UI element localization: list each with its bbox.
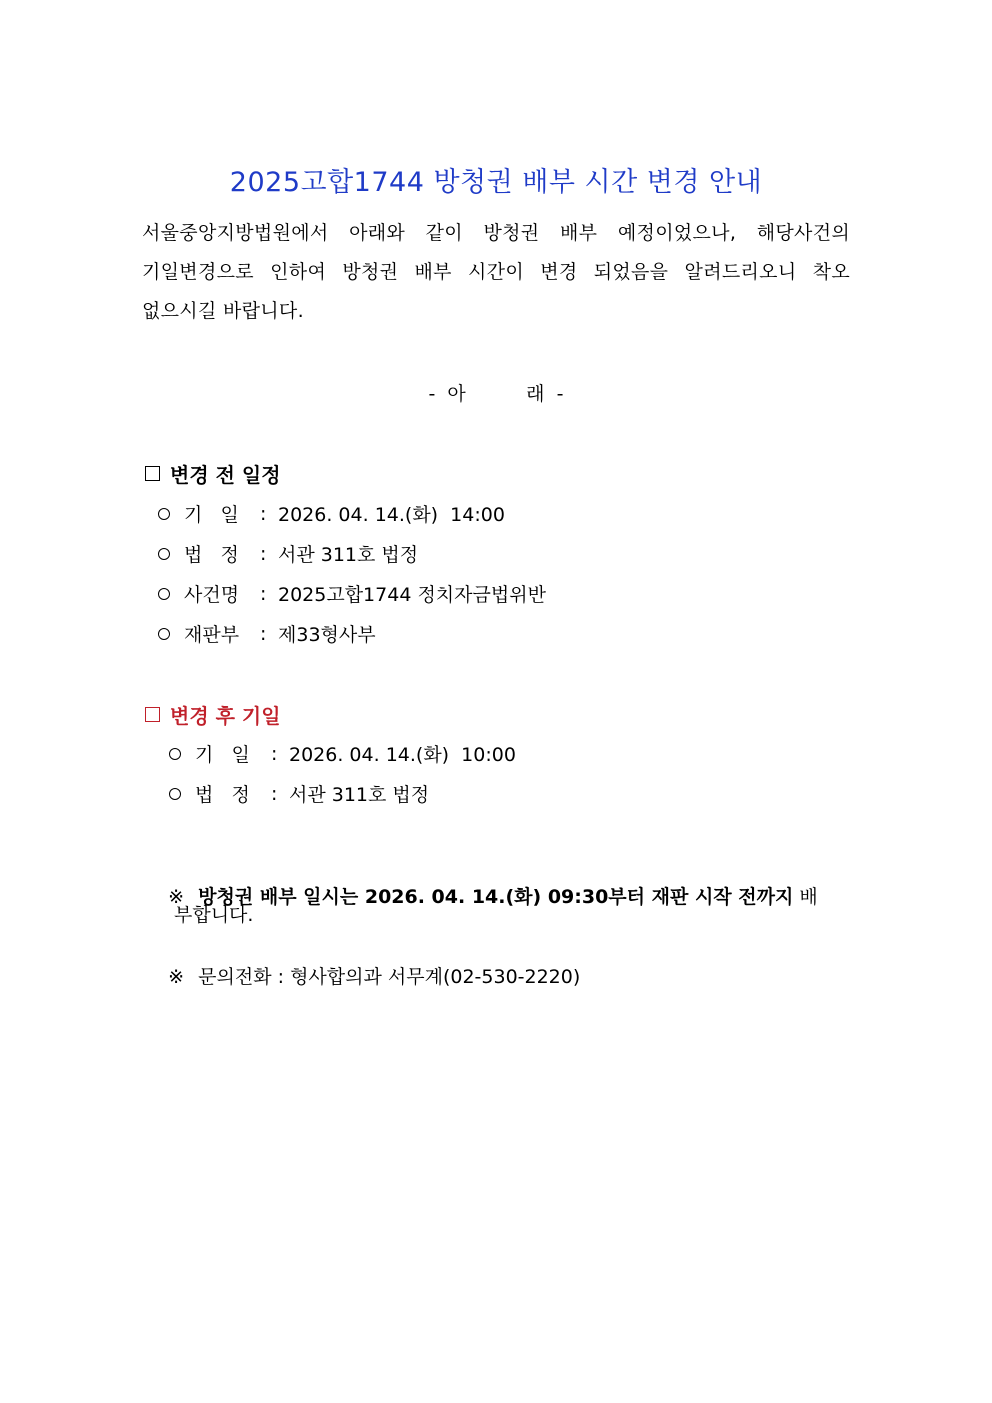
note-contact-text: 문의전화 : 형사합의과 서무계(02-530-2220)	[198, 966, 581, 988]
circle-bullet-icon	[169, 788, 181, 800]
checkbox-square-icon	[145, 707, 160, 722]
before-schedule-heading	[145, 459, 281, 488]
intro-line-3: 없으시길 바랍니다.	[142, 300, 304, 322]
after-item-date-sep: :	[271, 742, 278, 765]
after-item-court-label: 법 정	[195, 784, 250, 806]
before-item-division-label: 재판부	[184, 624, 240, 646]
before-item-court	[158, 540, 418, 567]
before-schedule-heading-label: 변경 전 일정	[170, 463, 281, 487]
before-item-date-value: 2026. 04. 14.(화) 14:00	[278, 504, 505, 526]
before-item-court-label: 법 정	[184, 544, 239, 566]
before-item-date	[158, 500, 505, 527]
note-contact	[144, 940, 580, 1011]
section-divider-heading: - 아 래 -	[428, 383, 564, 405]
before-item-court-sep: :	[260, 542, 267, 565]
checkbox-square-icon	[145, 466, 160, 481]
after-item-court-value: 서관 311호 법정	[289, 784, 430, 806]
before-item-case	[158, 580, 546, 607]
before-item-case-value: 2025고합1744 정치자금법위반	[278, 584, 546, 606]
after-schedule-heading-label: 변경 후 기일	[170, 704, 281, 728]
before-item-case-sep: :	[260, 582, 267, 605]
after-item-court-sep: :	[271, 782, 278, 805]
before-item-court-value: 서관 311호 법정	[278, 544, 419, 566]
reference-mark-icon: ※	[168, 966, 185, 988]
before-item-date-label: 기 일	[184, 504, 239, 526]
circle-bullet-icon	[169, 748, 181, 760]
reference-mark-icon: ※	[168, 886, 185, 908]
note-distribution-time-bold: 방청권 배부 일시는 2026. 04. 14.(화) 09:30부터 재판 시작 전까지	[198, 886, 794, 908]
note-distribution-time-continued: 부합니다.	[174, 904, 254, 926]
circle-bullet-icon	[158, 548, 170, 560]
after-item-date-label: 기 일	[195, 744, 250, 766]
after-item-date-value: 2026. 04. 14.(화) 10:00	[289, 744, 516, 766]
document-title: 2025고합1744 방청권 배부 시간 변경 안내	[229, 167, 763, 198]
before-item-division-sep: :	[260, 622, 267, 645]
after-item-date	[169, 740, 516, 767]
after-item-court	[169, 780, 429, 807]
circle-bullet-icon	[158, 588, 170, 600]
intro-line-1: 서울중앙지방법원에서 아래와 같이 방청권 배부 예정이었으나, 해당사건의	[142, 222, 850, 244]
before-item-division-value: 제33형사부	[278, 624, 376, 646]
circle-bullet-icon	[158, 628, 170, 640]
circle-bullet-icon	[158, 508, 170, 520]
before-item-date-sep: :	[260, 502, 267, 525]
before-item-division	[158, 620, 376, 647]
note-distribution-time-tail: 배	[793, 886, 818, 908]
after-schedule-heading	[145, 700, 281, 729]
before-item-case-label: 사건명	[184, 584, 240, 606]
intro-line-2: 기일변경으로 인하여 방청권 배부 시간이 변경 되었음을 알려드리오니 착오	[142, 261, 850, 283]
